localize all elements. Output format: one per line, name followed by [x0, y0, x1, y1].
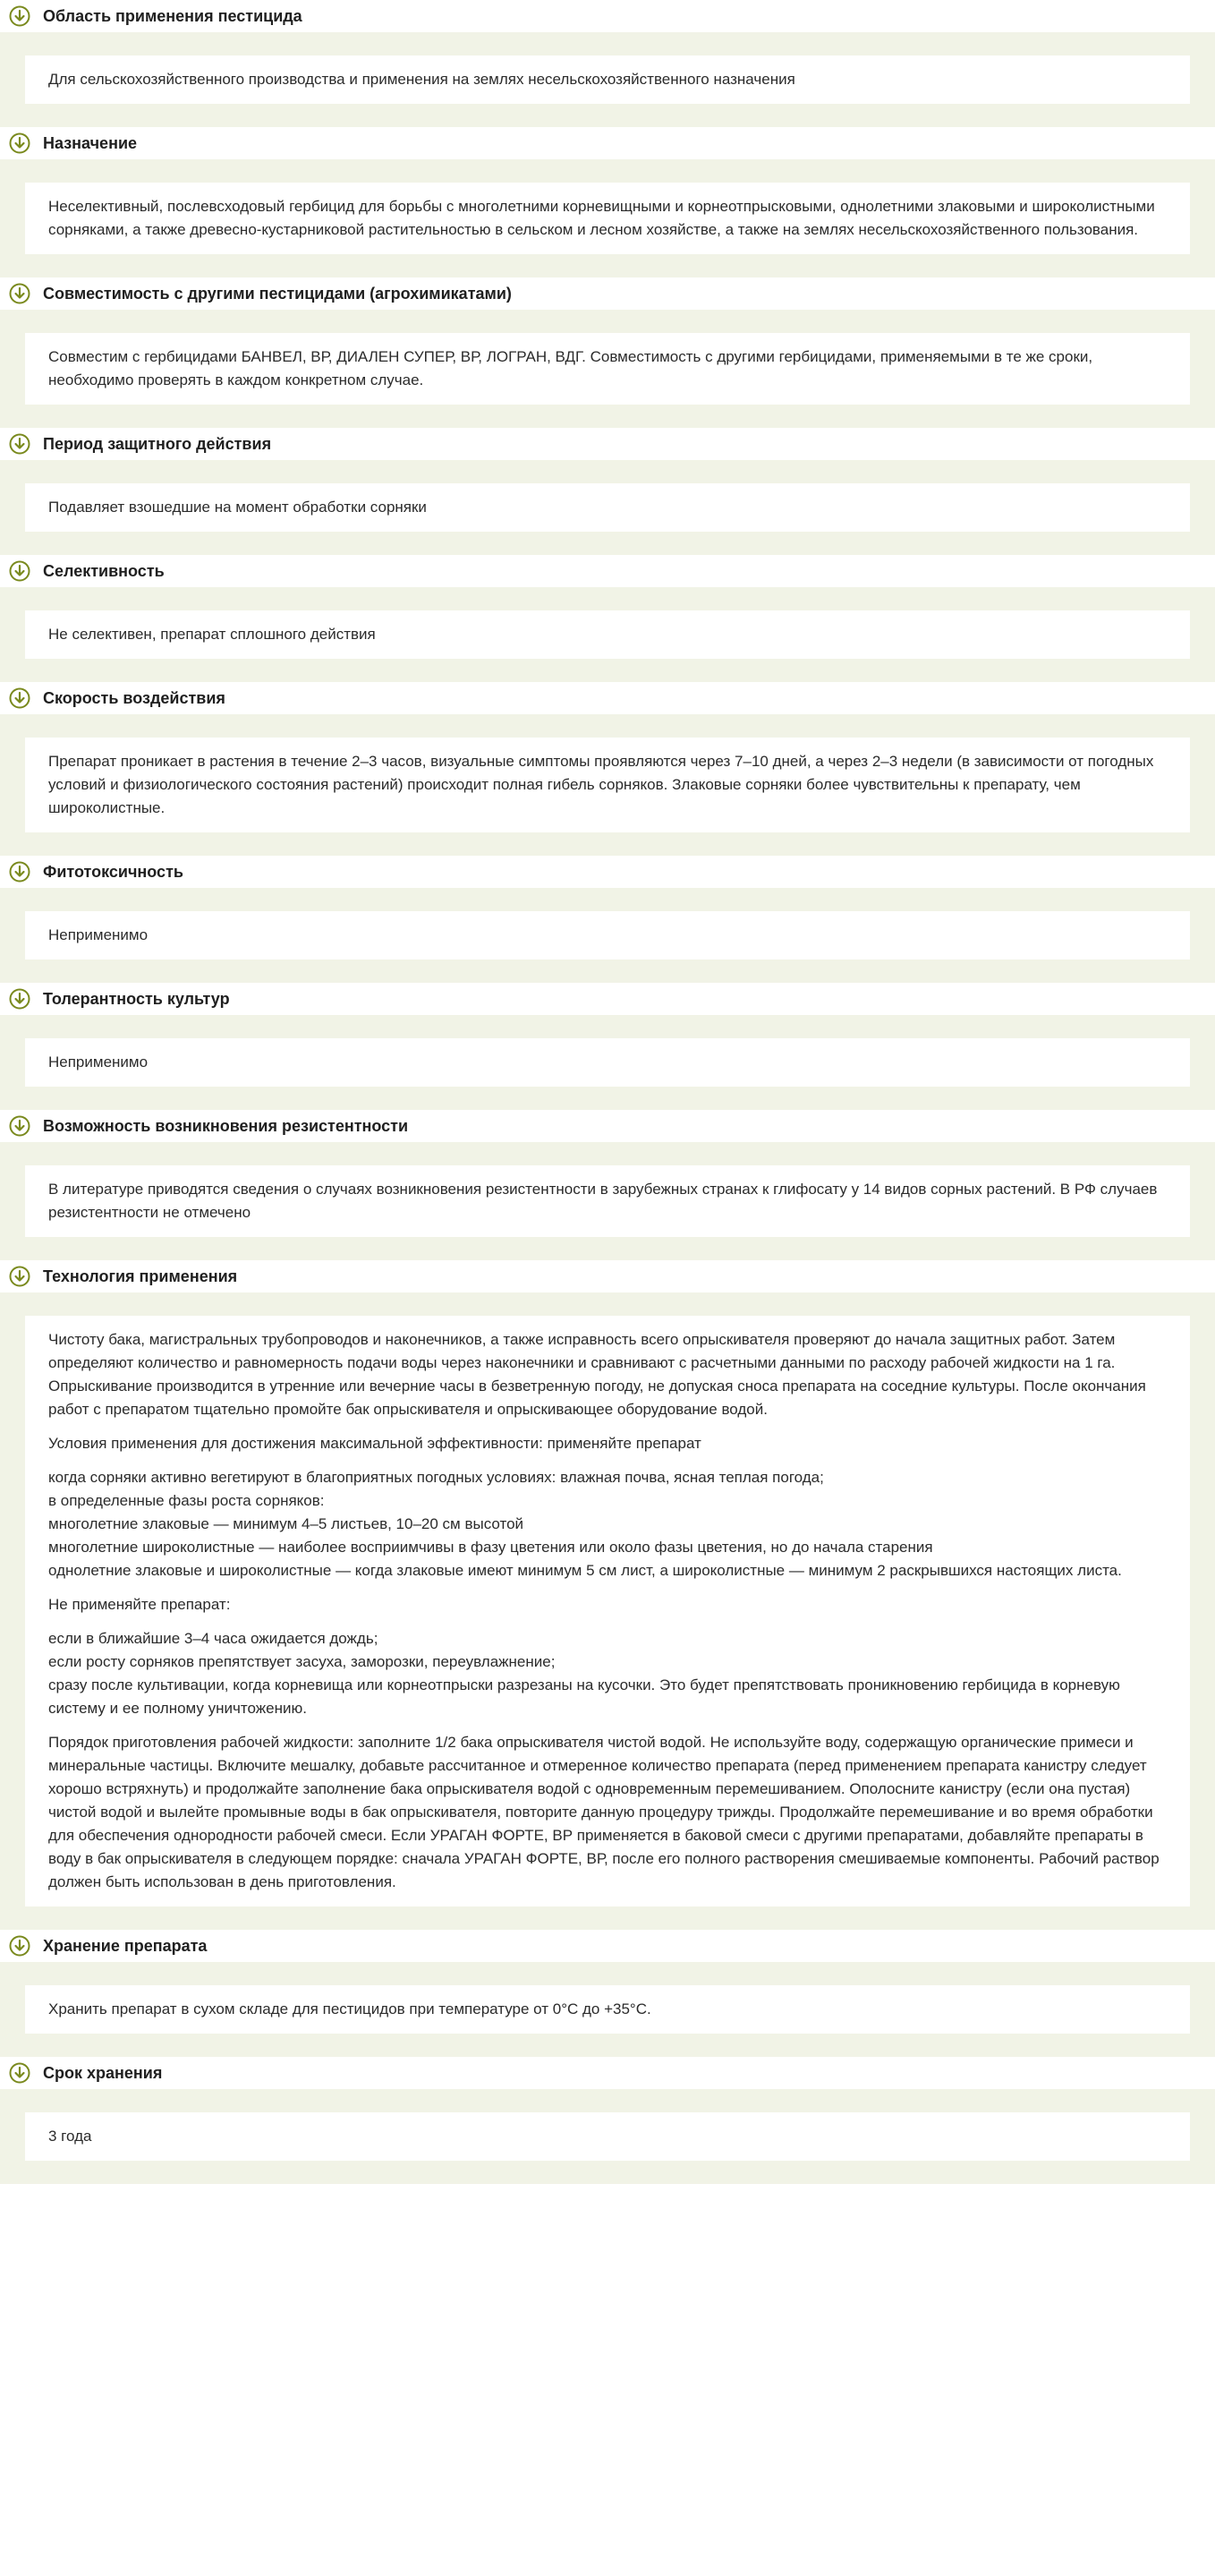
accordion-header[interactable] [0, 983, 1215, 1015]
paragraph: Порядок приготовления рабочей жидкости: заполните 1/2 бака опрыскивателя чистой водой. Не используйте воду, содержащую органические примеси и минеральные частицы. Включите мешалку, добавьте рассчитанное и отмеренное количество препарата (перед применением препарата канистру следует хорошо встряхнуть) и продолжайте заполнение бака опрыскивателя водой с одновременным перемешиванием. Ополосните канистру (если она пустая) чистой водой и вылейте промывные воды в бак опрыскивателя, повторите данную процедуру трижды. Продолжайте перемешивание и во время обработки для обеспечения однородности рабочей смеси. Если УРАГАН ФОРТЕ, ВР применяется в баковой смеси с другими препаратами, добавляйте препараты в воду в бак опрыскивателя в следующем порядке: сначала УРАГАН ФОРТЕ, ВР, после его полного растворения смешиваемые компоненты. Рабочий раствор должен быть использован в день приготовления. [48, 1734, 1160, 1890]
accordion-header[interactable] [0, 1930, 1215, 1962]
content-card [25, 333, 1190, 405]
section-panel [0, 460, 1215, 555]
section-title[interactable]: Скорость воздействия [43, 688, 225, 707]
accordion-header[interactable] [0, 0, 1215, 32]
accordion-header[interactable] [0, 2057, 1215, 2089]
section-panel [0, 310, 1215, 428]
section-panel [0, 1962, 1215, 2057]
accordion-section [0, 428, 1215, 555]
circle-arrow-down-icon[interactable] [9, 132, 30, 154]
accordion-section [0, 2057, 1215, 2184]
content-card [25, 2112, 1190, 2161]
section-panel [0, 2089, 1215, 2184]
content-card [25, 1985, 1190, 2034]
section-title[interactable]: Совместимость с другими пестицидами (агрохимикатами) [43, 284, 512, 303]
accordion-section [0, 127, 1215, 277]
paragraph: Неприменимо [48, 926, 149, 943]
section-title[interactable]: Хранение препарата [43, 1936, 208, 1955]
section-title[interactable]: Фитотоксичность [43, 862, 183, 881]
accordion-header[interactable] [0, 1260, 1215, 1292]
circle-arrow-down-icon[interactable] [9, 433, 30, 455]
paragraph: Для сельскохозяйственного производства и применения на землях несельскохозяйственного назначения [48, 71, 795, 88]
section-title[interactable]: Назначение [43, 133, 138, 152]
paragraph: когда сорняки активно вегетируют в благоприятных погодных условиях: влажная почва, ясная теплая погода; в определенные фазы роста сорняков: многолетние злаковые — минимум 4–5 листьев, 10–20 см высотой многолетние широколистные — наиболее восприимчивы в фазу цветения или около фазы цветения, но до начала старения однолетние злаковые и широколистные — когда злаковые имеют минимум 5 см лист, а широколистные — минимум 2 раскрывшихся настоящих листа. [48, 1469, 1122, 1579]
section-panel [0, 714, 1215, 856]
paragraph: Совместим с гербицидами БАНВЕЛ, ВР, ДИАЛЕН СУПЕР, ВР, ЛОГРАН, ВДГ. Совместимость с другими гербицидами, применяемыми в те же сроки, необходимо проверять в каждом конкретном случае. [48, 348, 1093, 388]
content-card [25, 1038, 1190, 1087]
paragraph: если в ближайшие 3–4 часа ожидается дождь; если росту сорняков препятствует засуха, заморозки, переувлажнение; сразу после культивации, когда корневища или корнеотпрыски разрезаны на кусочки. Это будет препятствовать проникновению гербицида в корневую систему и ее полному уничтожению. [48, 1630, 1120, 1717]
section-panel [0, 587, 1215, 682]
circle-arrow-down-icon[interactable] [9, 5, 30, 27]
paragraph: Неселективный, послевсходовый гербицид для борьбы с многолетними корневищными и корнеотпрысковыми, однолетними злаковыми и широколистными сорняками, а также древесно-кустарниковой растительностью в сельском и лесном хозяйстве, а также на землях несельскохозяйственного пользования. [48, 198, 1155, 238]
paragraph: Чистоту бака, магистральных трубопроводов и наконечников, а также исправность всего опрыскивателя проверяют до начала защитных работ. Затем определяют количество и равномерность подачи воды через наконечники и сравнивают с расчетными данными по расходу рабочей жидкости на 1 га. Опрыскивание производится в утренние или вечерние часы в безветренную погоду, не допуская сноса препарата на соседние культуры. После окончания работ с препаратом тщательно промойте бак опрыскивателя и опрыскивающее оборудование водой. [48, 1331, 1146, 1418]
accordion-section [0, 1930, 1215, 2057]
section-title[interactable]: Возможность возникновения резистентности [43, 1116, 409, 1135]
section-title[interactable]: Селективность [43, 561, 165, 580]
paragraph: Условия применения для достижения максимальной эффективности: применяйте препарат [48, 1435, 701, 1452]
accordion-section [0, 555, 1215, 682]
section-panel [0, 32, 1215, 127]
accordion-section [0, 682, 1215, 856]
section-title[interactable]: Область применения пестицида [43, 6, 302, 25]
section-panel [0, 1015, 1215, 1110]
accordion-header[interactable] [0, 856, 1215, 888]
content-card [25, 911, 1190, 960]
accordion-section [0, 1110, 1215, 1260]
paragraph: Подавляет взошедшие на момент обработки сорняки [48, 499, 427, 516]
content-card [25, 183, 1190, 254]
section-title[interactable]: Технология применения [43, 1267, 238, 1285]
section-panel [0, 1292, 1215, 1930]
section-title[interactable]: Толерантность культур [43, 989, 230, 1008]
circle-arrow-down-icon[interactable] [9, 1115, 30, 1137]
content-card [25, 483, 1190, 532]
section-panel [0, 888, 1215, 983]
accordion-header[interactable] [0, 555, 1215, 587]
accordion-header[interactable] [0, 682, 1215, 714]
content-card [25, 55, 1190, 104]
content-card [25, 1165, 1190, 1237]
accordion-section [0, 983, 1215, 1110]
circle-arrow-down-icon[interactable] [9, 1266, 30, 1287]
section-title[interactable]: Срок хранения [43, 2063, 163, 2082]
circle-arrow-down-icon[interactable] [9, 1935, 30, 1957]
accordion-header[interactable] [0, 428, 1215, 460]
section-title[interactable]: Период защитного действия [43, 434, 272, 453]
content-card [25, 1316, 1190, 1906]
accordion-section [0, 1260, 1215, 1930]
paragraph: Хранить препарат в сухом складе для пестицидов при температуре от 0°С до +35°С. [48, 2000, 651, 2017]
paragraph: 3 года [48, 2128, 92, 2145]
paragraph: Препарат проникает в растения в течение 2–3 часов, визуальные симптомы проявляются через 7–10 дней, а через 2–3 недели (в зависимости от погодных условий и физиологического состояния растений) происходит полная гибель сорняков. Злаковые сорняки более чувствительны к препарату, чем широколистные. [48, 753, 1154, 816]
content-card [25, 610, 1190, 659]
accordion-header[interactable] [0, 1110, 1215, 1142]
accordion-section [0, 0, 1215, 127]
paragraph: Не селективен, препарат сплошного действия [48, 626, 376, 643]
circle-arrow-down-icon[interactable] [9, 988, 30, 1010]
circle-arrow-down-icon[interactable] [9, 687, 30, 709]
section-panel [0, 1142, 1215, 1260]
paragraph: Неприменимо [48, 1053, 149, 1070]
content-card [25, 738, 1190, 832]
accordion-header[interactable] [0, 127, 1215, 159]
circle-arrow-down-icon[interactable] [9, 2062, 30, 2084]
paragraph: Не применяйте препарат: [48, 1596, 231, 1613]
accordion-header[interactable] [0, 277, 1215, 310]
section-panel [0, 159, 1215, 277]
accordion-section [0, 856, 1215, 983]
circle-arrow-down-icon[interactable] [9, 283, 30, 304]
accordion-section [0, 277, 1215, 428]
paragraph: В литературе приводятся сведения о случаях возникновения резистентности в зарубежных странах к глифосату у 14 видов сорных растений. В РФ случаев резистентности не отмечено [48, 1181, 1158, 1221]
circle-arrow-down-icon[interactable] [9, 560, 30, 582]
circle-arrow-down-icon[interactable] [9, 861, 30, 883]
